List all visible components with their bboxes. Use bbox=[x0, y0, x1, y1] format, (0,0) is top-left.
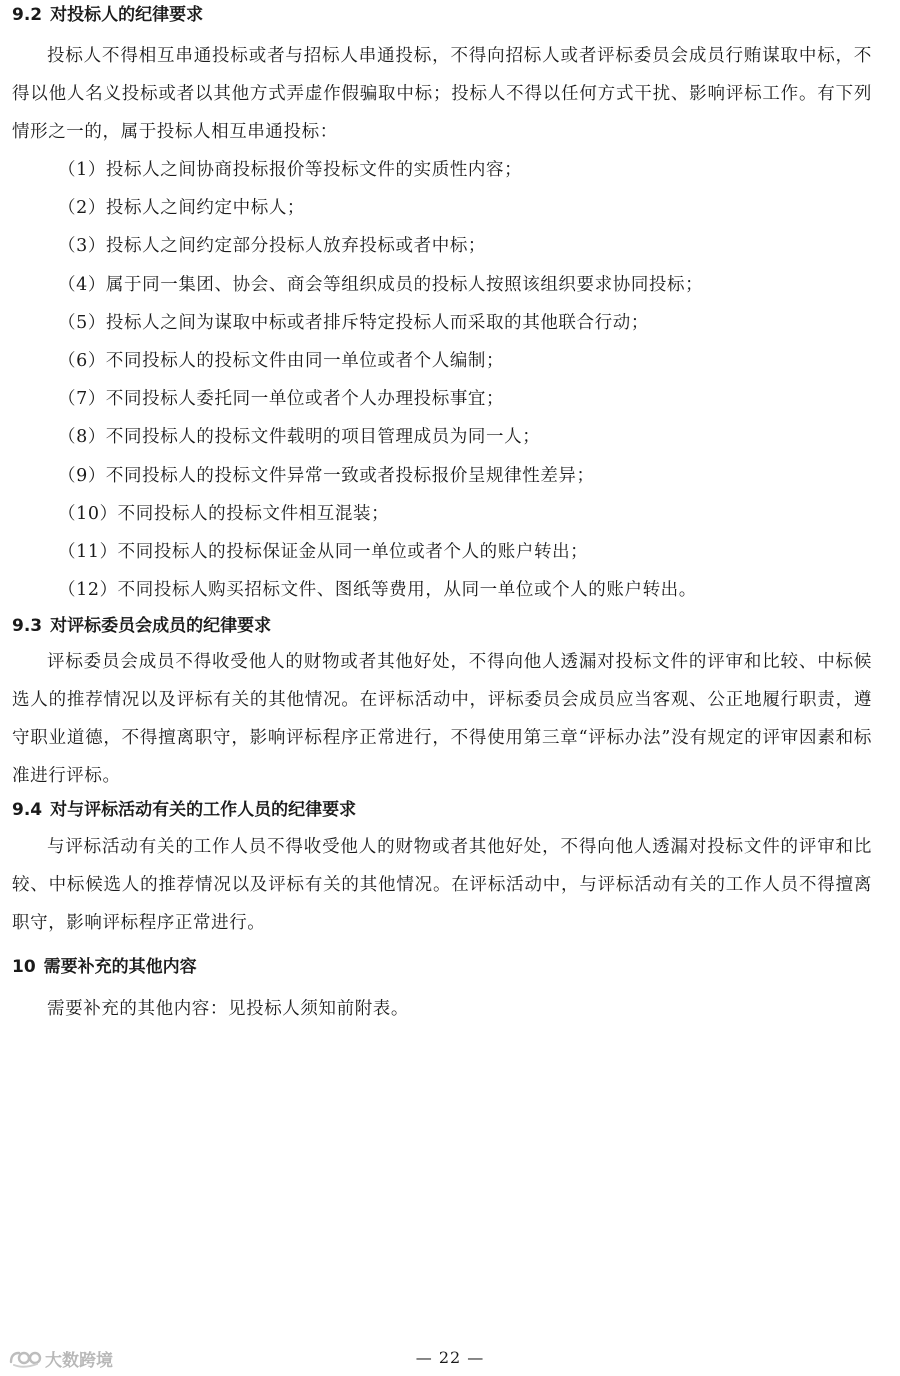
section-title: 对投标人的纪律要求 bbox=[50, 5, 204, 25]
section-number: 10 bbox=[12, 957, 36, 978]
collusion-list bbox=[12, 151, 872, 609]
list-item: （5）投标人之间为谋取中标或者排斥特定投标人而采取的其他联合行动； bbox=[58, 312, 649, 333]
list-item: （12）不同投标人购买招标文件、图纸等费用，从同一单位或个人的账户转出。 bbox=[58, 580, 697, 601]
section-heading-9-4 bbox=[12, 798, 872, 822]
list-item: （6）不同投标人的投标文件由同一单位或者个人编制； bbox=[58, 351, 505, 372]
list-item: （9）不同投标人的投标文件异常一致或者投标报价呈规律性差异； bbox=[58, 465, 595, 486]
section-paragraph-9-3: 评标委员会成员不得收受他人的财物或者其他好处，不得向他人透漏对投标文件的评审和比较、中标候选人的推荐情况以及评标有关的其他情况。在评标活动中，评标委员会成员应当客观、公正地履行职责，遵守职业道德，不得擅离职守，影响评标程序正常进行，不得使用第三章“评标办法”没有规定的评审因素和标准进行评标。 bbox=[12, 652, 872, 787]
section-title: 对评标委员会成员的纪律要求 bbox=[50, 616, 272, 637]
section-number: 9.2 bbox=[12, 5, 43, 25]
logo-icon bbox=[8, 1348, 42, 1370]
document-page bbox=[12, 0, 872, 1028]
list-item: （8）不同投标人的投标文件载明的项目管理成员为同一人； bbox=[58, 427, 541, 448]
list-item: （2）投标人之间约定中标人； bbox=[58, 198, 306, 219]
list-item: （10）不同投标人的投标文件相互混装； bbox=[58, 503, 390, 524]
section-title: 对与评标活动有关的工作人员的纪律要求 bbox=[50, 800, 357, 821]
list-item: （3）投标人之间约定部分投标人放弃投标或者中标； bbox=[58, 236, 487, 257]
section-paragraph-9-2: 投标人不得相互串通投标或者与招标人串通投标，不得向招标人或者评标委员会成员行贿谋取中标，不得以他人名义投标或者以其他方式弄虚作假骗取中标；投标人不得以任何方式干扰、影响评标工作。有下列情形之一的，属于投标人相互串通投标： bbox=[12, 46, 872, 142]
page-number: — 22 — bbox=[415, 1348, 485, 1367]
section-paragraph-9-4: 与评标活动有关的工作人员不得收受他人的财物或者其他好处，不得向他人透漏对投标文件的评审和比较、中标候选人的推荐情况以及评标有关的其他情况。在评标活动中，与评标活动有关的工作人员不得擅离职守，影响评标程序正常进行。 bbox=[12, 837, 872, 934]
list-item: （11）不同投标人的投标保证金从同一单位或者个人的账户转出； bbox=[58, 542, 589, 563]
section-heading-9-2 bbox=[12, 3, 872, 27]
section-heading-10 bbox=[12, 955, 872, 979]
list-item: （7）不同投标人委托同一单位或者个人办理投标事宜； bbox=[58, 389, 505, 410]
watermark bbox=[8, 1346, 113, 1371]
list-item: （4）属于同一集团、协会、商会等组织成员的投标人按照该组织要求协同投标； bbox=[58, 274, 704, 295]
section-paragraph-10: 需要补充的其他内容：见投标人须知前附表。 bbox=[47, 999, 409, 1020]
section-title: 需要补充的其他内容 bbox=[43, 957, 197, 978]
section-number: 9.4 bbox=[12, 800, 43, 821]
watermark-text: 大数跨境 bbox=[45, 1351, 113, 1371]
list-item: （1）投标人之间协商投标报价等投标文件的实质性内容； bbox=[58, 160, 523, 180]
section-number: 9.3 bbox=[12, 616, 43, 637]
section-heading-9-3 bbox=[12, 614, 872, 638]
